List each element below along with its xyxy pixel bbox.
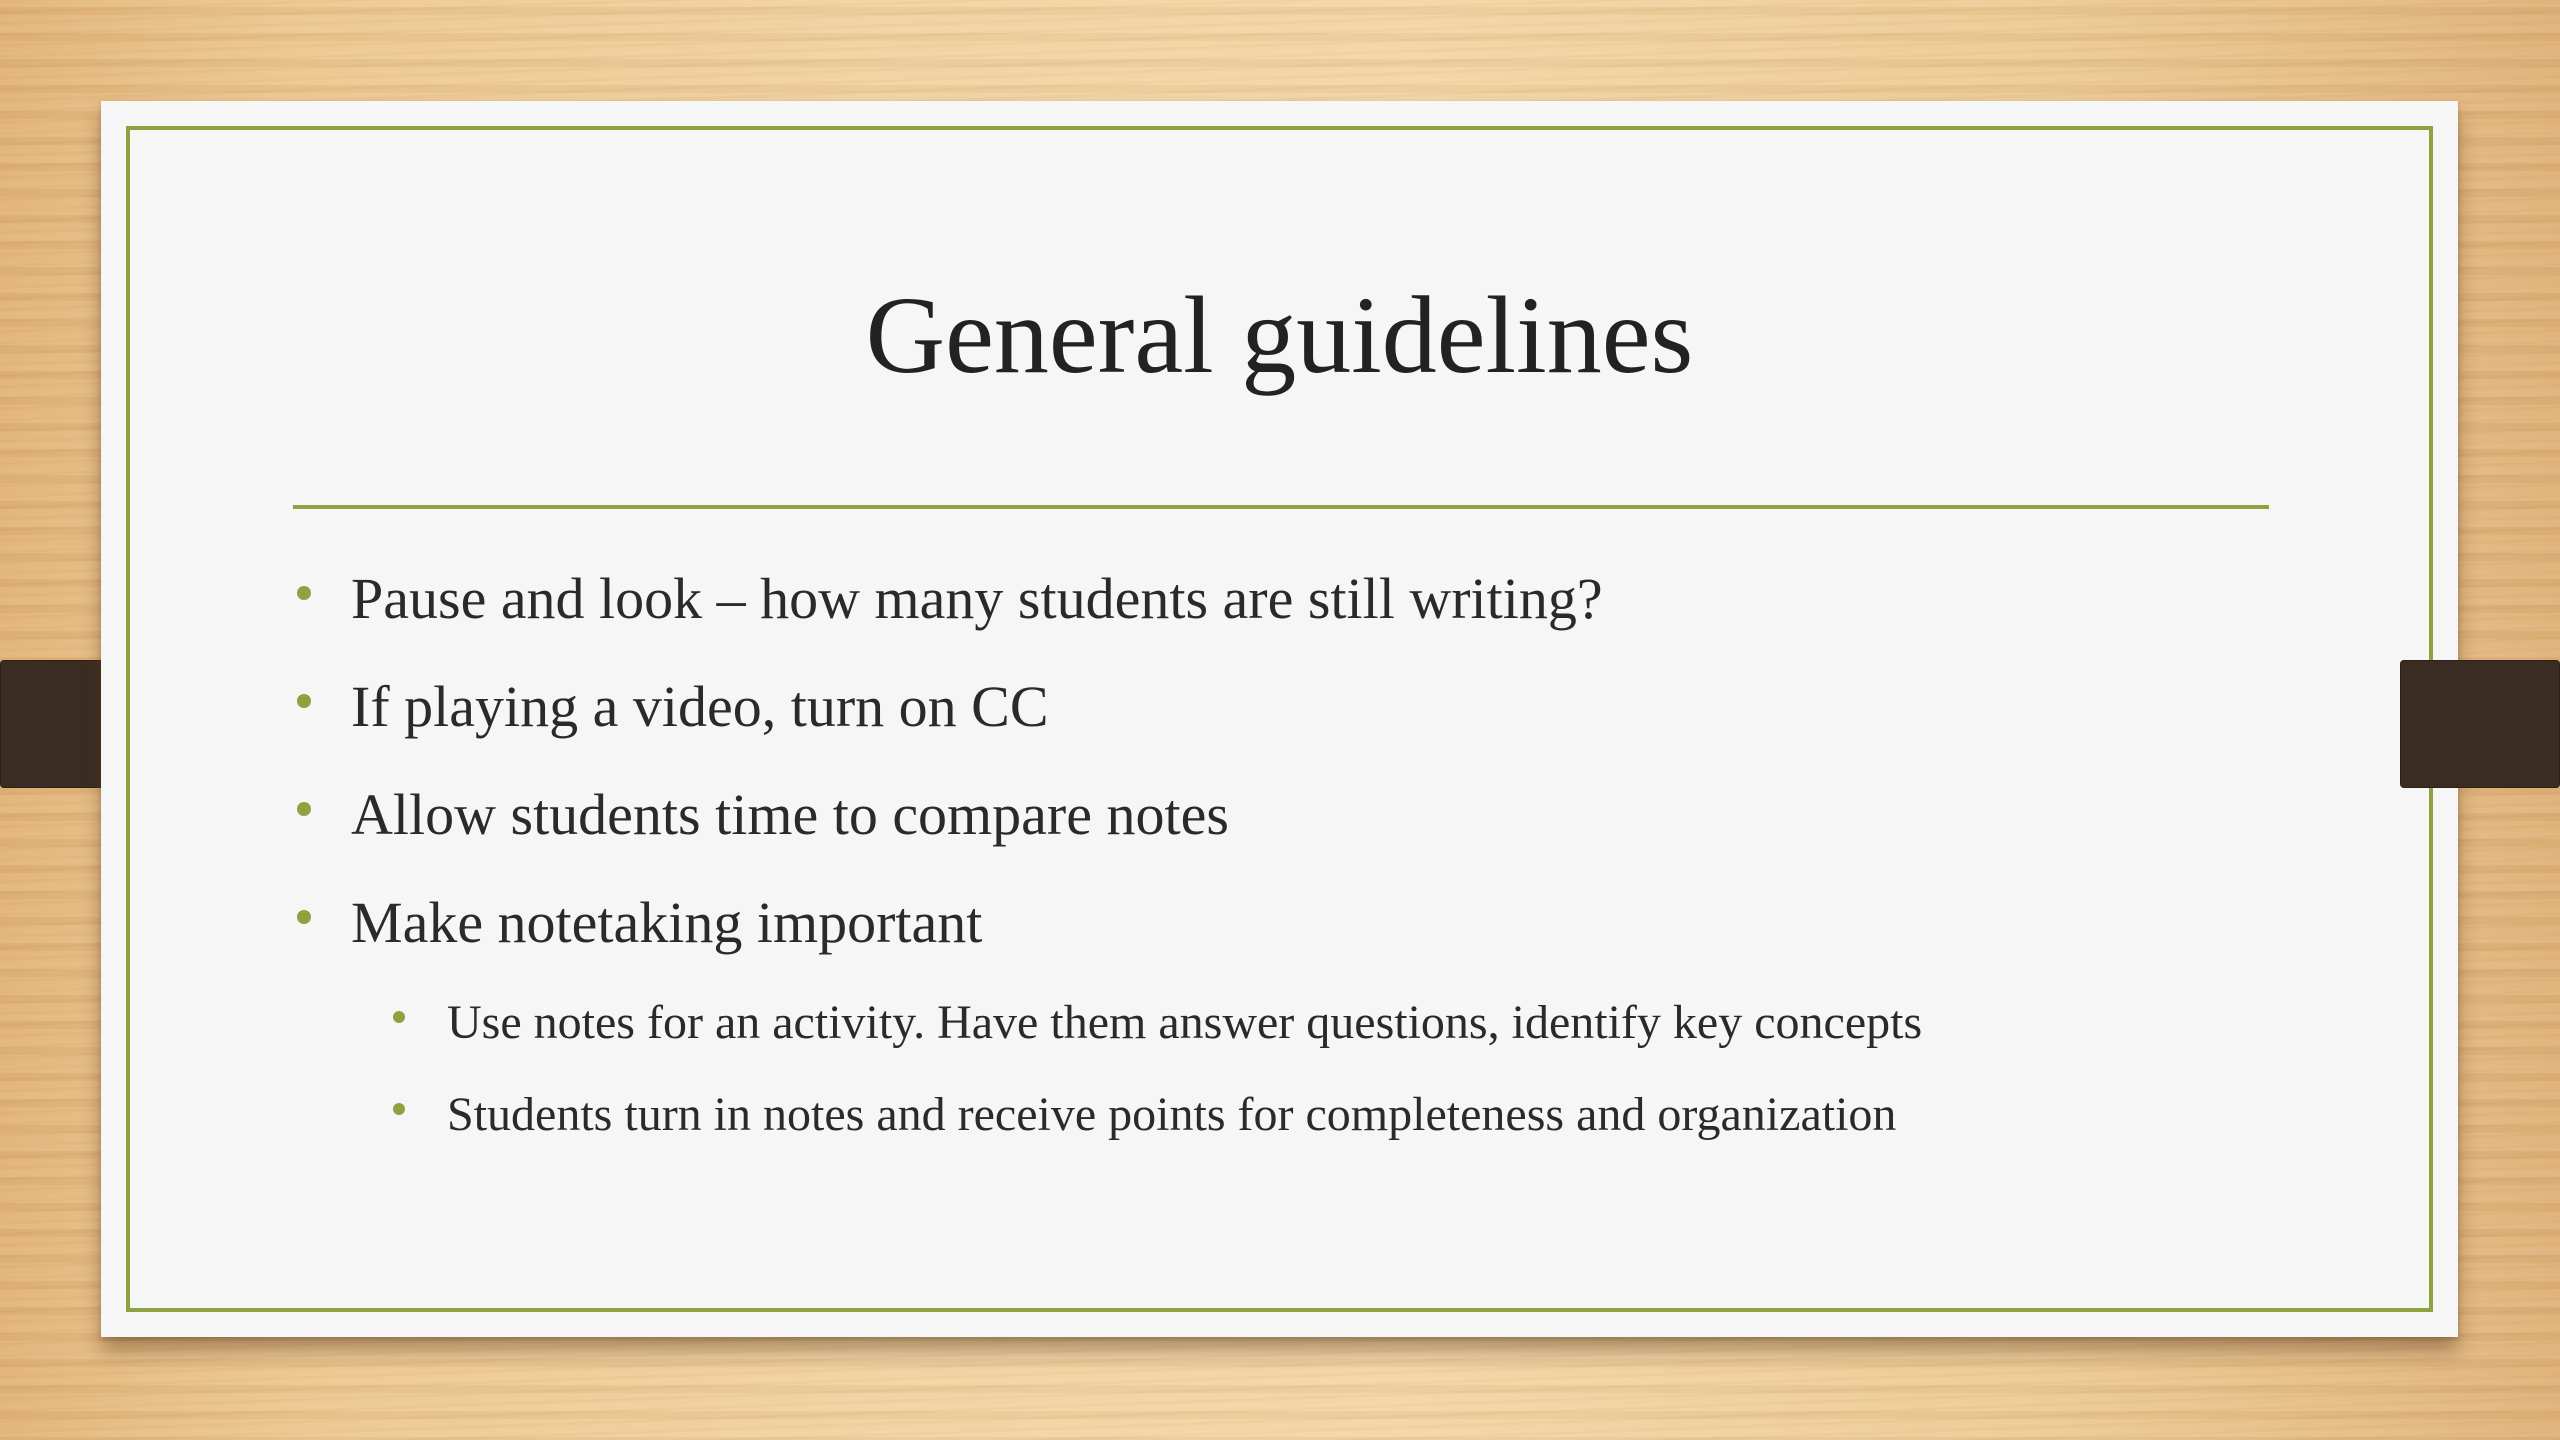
- bullet-item: [293, 869, 2273, 977]
- sub-bullet-dot-icon: [393, 1011, 405, 1023]
- bullet-item: [293, 545, 2273, 653]
- sub-bullet-text: Use notes for an activity. Have them answer questions, identify key concepts: [447, 996, 1923, 1049]
- sub-bullet-dot-icon: [393, 1103, 405, 1115]
- bullet-dot-icon: [297, 694, 311, 708]
- bullet-item: [293, 653, 2273, 761]
- slide-clip-right: [2400, 660, 2560, 788]
- sub-bullet-item: [293, 1069, 2273, 1161]
- bullet-item: [293, 761, 2273, 869]
- title-divider: [293, 505, 2269, 509]
- bullet-dot-icon: [297, 910, 311, 924]
- bullet-text: If playing a video, turn on CC: [351, 674, 1049, 739]
- bullet-text: Make notetaking important: [351, 890, 983, 955]
- bullet-text: Allow students time to compare notes: [351, 782, 1229, 847]
- sub-bullet-text: Students turn in notes and receive points for completeness and organization: [447, 1088, 1897, 1141]
- bullet-dot-icon: [297, 802, 311, 816]
- sub-bullet-item: [293, 977, 2273, 1069]
- bullet-text: Pause and look – how many students are still writing?: [351, 566, 1603, 631]
- bullet-list: [293, 545, 2273, 1161]
- bullet-dot-icon: [297, 586, 311, 600]
- slide-title: General guidelines: [865, 274, 1694, 396]
